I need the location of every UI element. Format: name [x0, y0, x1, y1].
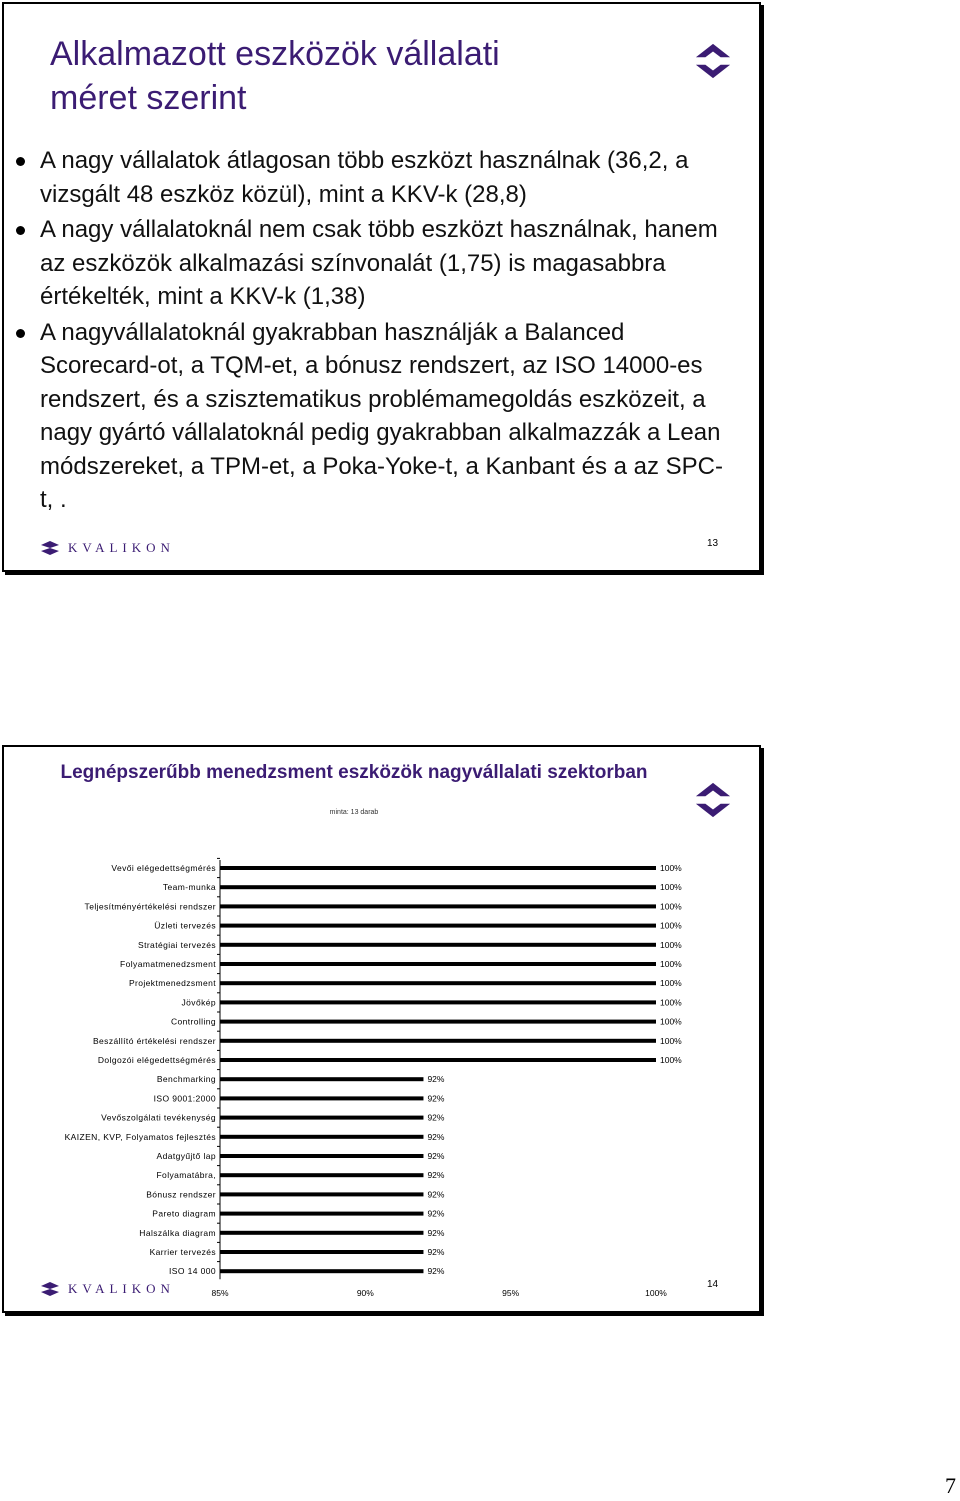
brand-name: KVALIKON — [68, 1281, 175, 1296]
brand-name: KVALIKON — [68, 540, 175, 555]
bar — [220, 1058, 656, 1062]
data-label: 92% — [427, 1189, 445, 1200]
category-label: Vevőszolgálati tevékenység — [101, 1112, 216, 1123]
category-label: Bónusz rendszer — [146, 1189, 216, 1200]
kvalikon-logo-icon — [694, 42, 732, 80]
bar — [220, 1192, 423, 1196]
bullet-text: A nagy vállalatok átlagosan több eszközt használnak (36,2, a vizsgált 48 eszköz közül), mint a KKV-k (28,8) — [40, 147, 689, 208]
bar — [220, 1039, 656, 1043]
data-label: 92% — [427, 1131, 445, 1142]
category-label: Teljesítményértékelési rendszer — [84, 901, 216, 912]
bullet-item — [16, 213, 736, 314]
category-label: Adatgyűjtő lap — [156, 1151, 216, 1161]
data-label: 92% — [427, 1112, 445, 1123]
bar — [220, 924, 656, 928]
slide-title-line-2: méret szerint — [50, 79, 247, 117]
data-label: 92% — [427, 1093, 445, 1104]
bar — [220, 1154, 423, 1158]
category-label: Dolgozói elégedettségmérés — [97, 1055, 216, 1065]
chart-subtitle: minta: 13 darab — [329, 809, 379, 816]
bar — [220, 1116, 423, 1120]
data-label: 100% — [660, 978, 682, 989]
document-page-number: 7 — [945, 1473, 956, 1498]
data-label: 100% — [660, 1035, 682, 1046]
bullet-text: A nagyvállalatoknál gyakrabban használják a Balanced Scorecard-ot, a TQM-et, a bónusz rendszert, az ISO 14000-es rendszert, és a szisztematikus problémamegoldás eszközeit, a nagy gyártó vállalatoknál pedig gyakrabban alkalmazzák a Lean módszereket, a TPM-et, a Poka-Yoke-t, a Kanbant és a az SPC-t, . — [40, 318, 724, 513]
category-label: Stratégiai tervezés — [138, 939, 216, 950]
bullet-dot-icon — [16, 157, 25, 166]
bar — [220, 962, 656, 966]
data-label: 92% — [427, 1208, 445, 1219]
chart-title: Legnépszerűbb menedzsment eszközök nagyvállalati szektorban — [60, 762, 648, 783]
category-label: Jövőkép — [181, 997, 216, 1008]
footer-brand — [40, 1281, 175, 1297]
x-tick-label: 95% — [502, 1288, 520, 1298]
bullet-list — [16, 144, 736, 519]
data-label: 100% — [660, 920, 682, 931]
bar — [220, 943, 656, 947]
x-tick-label: 90% — [356, 1288, 374, 1298]
bar — [220, 1096, 423, 1100]
bar — [220, 885, 656, 889]
bar — [220, 1212, 423, 1216]
data-label: 92% — [427, 1266, 445, 1277]
slide-title — [50, 32, 650, 120]
data-label: 92% — [427, 1227, 445, 1238]
slide-13 — [2, 2, 761, 572]
category-label: ISO 14 000 — [168, 1266, 216, 1277]
category-label: Folyamatmenedzsment — [120, 959, 216, 969]
category-label: Team-munka — [162, 882, 216, 893]
category-label: Projektmenedzsment — [128, 978, 216, 989]
data-label: 100% — [660, 997, 682, 1008]
bullet-dot-icon — [16, 226, 25, 235]
kvalikon-mini-logo-icon — [40, 541, 60, 555]
slide-page-number: 14 — [707, 1279, 719, 1290]
bar — [220, 1173, 423, 1177]
bar — [220, 1231, 423, 1235]
bar — [220, 1000, 656, 1004]
x-tick-label: 100% — [645, 1288, 667, 1298]
bar — [220, 1135, 423, 1139]
category-label: Folyamatábra, — [156, 1170, 216, 1181]
category-label: Karrier tervezés — [149, 1247, 216, 1257]
data-label: 100% — [660, 959, 682, 969]
data-label: 100% — [660, 863, 682, 873]
bar — [220, 866, 656, 870]
slide-title-line-1: Alkalmazott eszközök vállalati — [50, 35, 500, 73]
data-label: 100% — [660, 1055, 682, 1065]
bullet-item — [16, 316, 736, 517]
bullet-text: A nagy vállalatoknál nem csak több eszközt használnak, hanem az eszközök alkalmazási színvonalát (1,75) is magasabbra értékelték, mint a KKV-k (1,38) — [40, 216, 718, 310]
category-label: Pareto diagram — [152, 1208, 216, 1219]
data-label: 92% — [427, 1151, 445, 1161]
footer-brand — [40, 540, 175, 556]
category-label: Controlling — [170, 1016, 216, 1027]
data-label: 100% — [660, 901, 682, 912]
bar — [220, 981, 656, 985]
slide-14 — [2, 745, 761, 1313]
category-label: Benchmarking — [156, 1074, 216, 1085]
bar — [220, 904, 656, 908]
category-label: KAIZEN, KVP, Folyamatos fejlesztés — [64, 1131, 216, 1142]
slide-page-number: 13 — [707, 538, 719, 549]
kvalikon-mini-logo-icon — [40, 1282, 60, 1296]
data-label: 92% — [427, 1170, 445, 1181]
category-label: Halszálka diagram — [139, 1227, 216, 1238]
x-tick-label: 85% — [211, 1288, 229, 1298]
bar — [220, 1020, 656, 1024]
category-label: Vevői elégedettségmérés — [111, 863, 216, 873]
bar — [220, 1269, 423, 1273]
data-label: 100% — [660, 882, 682, 893]
data-label: 100% — [660, 1016, 682, 1027]
category-label: Beszállító értékelési rendszer — [92, 1035, 216, 1046]
data-label: 92% — [427, 1247, 445, 1257]
bullet-dot-icon — [16, 329, 25, 338]
category-label: ISO 9001:2000 — [153, 1093, 216, 1104]
bar — [220, 1250, 423, 1254]
bullet-item — [16, 144, 736, 211]
bar-chart — [4, 747, 759, 1311]
category-label: Üzleti tervezés — [154, 920, 216, 931]
data-label: 100% — [660, 939, 682, 950]
data-label: 92% — [427, 1074, 445, 1085]
bar — [220, 1077, 423, 1081]
